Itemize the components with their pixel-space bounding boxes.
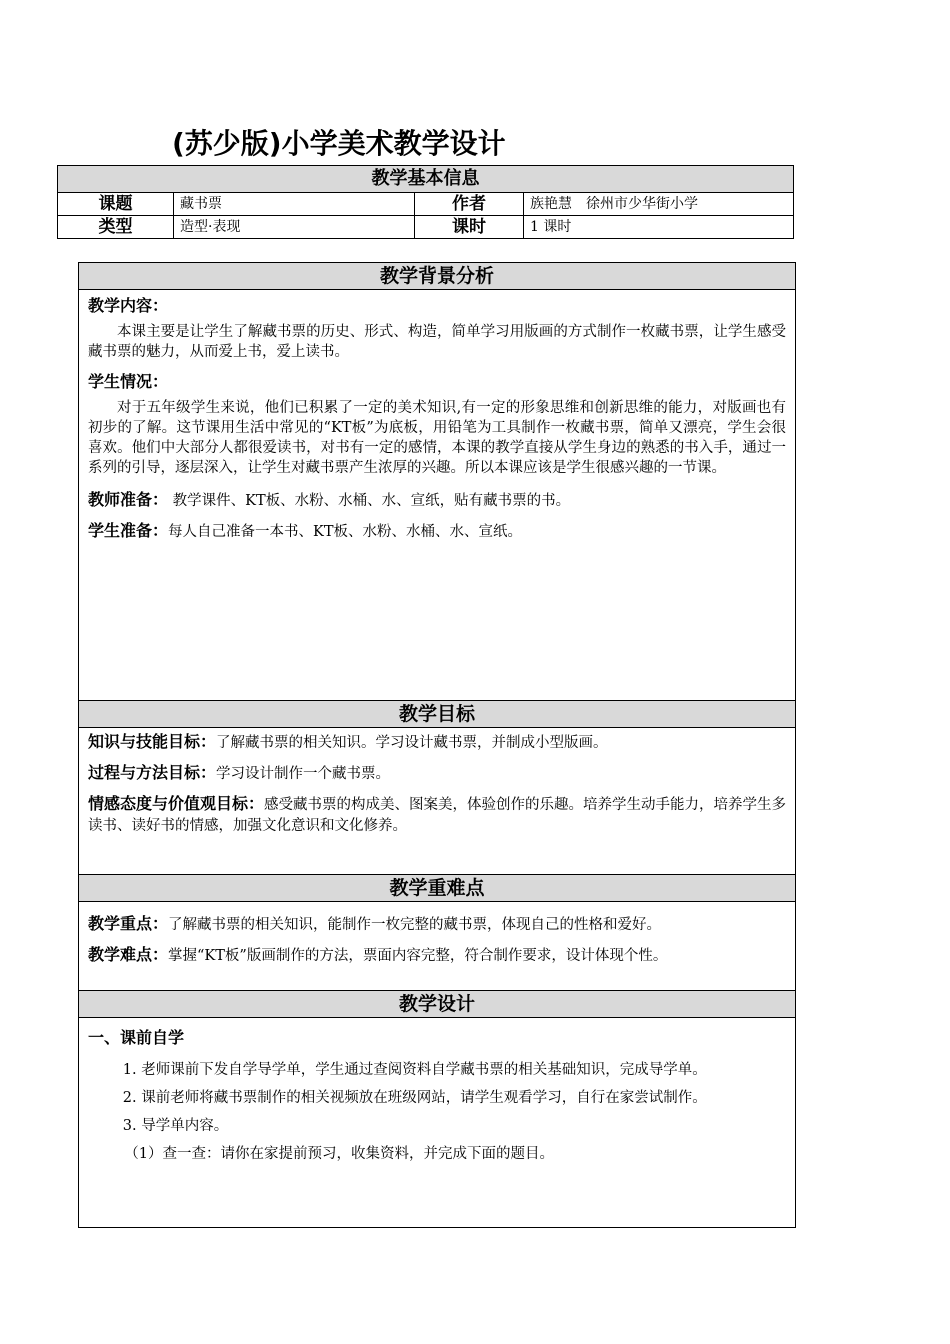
background-section (79, 290, 795, 700)
emotion-label: 情感态度与价值观目标： (88, 794, 265, 813)
difficulty-text: 掌握“KT板”版画制作的方法，票面内容完整，符合制作要求，设计体现个性。 (168, 948, 668, 964)
basic-info-header: 教学基本信息 (58, 166, 794, 193)
design-item-1: 1. 老师课前下发自学导学单，学生通过查阅资料自学藏书票的相关基础知识，完成导学单。 (122, 1062, 707, 1078)
goals-header: 教学目标 (79, 701, 795, 728)
author-label: 作者 (415, 193, 524, 216)
focus-text: 了解藏书票的相关知识，能制作一枚完整的藏书票，体现自己的性格和爱好。 (168, 917, 662, 933)
type-label: 类型 (58, 216, 174, 239)
design-header: 教学设计 (79, 991, 795, 1018)
difficulty-label: 教学难点： (88, 945, 169, 964)
student-text: 对于五年级学生来说，他们已积累了一定的美术知识,有一定的形象思维和创新思维的能力，对版画也有初步的了解。这节课用生活中常见的“KT板”为底板，用铅笔为工具制作一枚藏书票，简单又漂亮，学生会很喜欢。他们中大部分人都很爱读书，对书有一定的感情，本课的教学直接从学生身边的熟悉的书入手，通过一系列的引导，逐层深入，让学生对藏书票产生浓厚的兴趣。所以本课应该是学生很感兴趣的一节课。 (88, 400, 786, 476)
lesson-plan-box (78, 262, 796, 1228)
period-label: 课时 (415, 216, 524, 239)
design-section (79, 1018, 795, 1176)
student-label: 学生情况： (88, 372, 169, 391)
topic-value: 藏书票 (174, 193, 415, 216)
student-prep-label: 学生准备： (88, 521, 169, 540)
focus-label: 教学重点： (88, 914, 169, 933)
design-item-3: 3. 导学单内容。 (122, 1118, 229, 1134)
process-text: 学习设计制作一个藏书票。 (216, 766, 391, 782)
topic-label: 课题 (58, 193, 174, 216)
teacher-prep-label: 教师准备： (88, 490, 169, 509)
content-label: 教学内容： (88, 296, 169, 315)
page-title: (苏少版)小学美术教学设计 (172, 127, 506, 160)
section1-label: 一、课前自学 (88, 1028, 185, 1047)
goals-section (79, 728, 795, 874)
author-value: 族艳慧 徐州市少华街小学 (524, 193, 794, 216)
background-header: 教学背景分析 (79, 263, 795, 290)
key-points-header: 教学重难点 (79, 875, 795, 902)
content-text: 本课主要是让学生了解藏书票的历史、形式、构造，简单学习用版画的方式制作一枚藏书票，让学生感受藏书票的魅力，从而爱上书，爱上读书。 (88, 324, 786, 360)
period-value: 1 课时 (524, 216, 794, 239)
knowledge-text: 了解藏书票的相关知识。学习设计藏书票，并制成小型版画。 (216, 735, 608, 751)
type-value: 造型·表现 (174, 216, 415, 239)
basic-info-table (57, 165, 794, 239)
knowledge-label: 知识与技能目标： (88, 732, 217, 751)
teacher-prep-text: 教学课件、KT板、水粉、水桶、水、宣纸，贴有藏书票的书。 (168, 493, 571, 509)
emotion-text: 感受藏书票的构成美、图案美，体验创作的乐趣。培养学生动手能力，培养学生多读书、读好书的情感，加强文化意识和文化修养。 (88, 797, 787, 834)
design-item-2: 2. 课前老师将藏书票制作的相关视频放在班级网站，请学生观看学习，自行在家尝试制作。 (122, 1090, 707, 1106)
student-prep-text: 每人自己准备一本书、KT板、水粉、水桶、水、宣纸。 (168, 524, 523, 540)
key-points-section (79, 902, 795, 990)
design-sub-1: （1）查一查：请你在家提前预习，收集资料，并完成下面的题目。 (124, 1146, 554, 1162)
process-label: 过程与方法目标： (88, 763, 217, 782)
